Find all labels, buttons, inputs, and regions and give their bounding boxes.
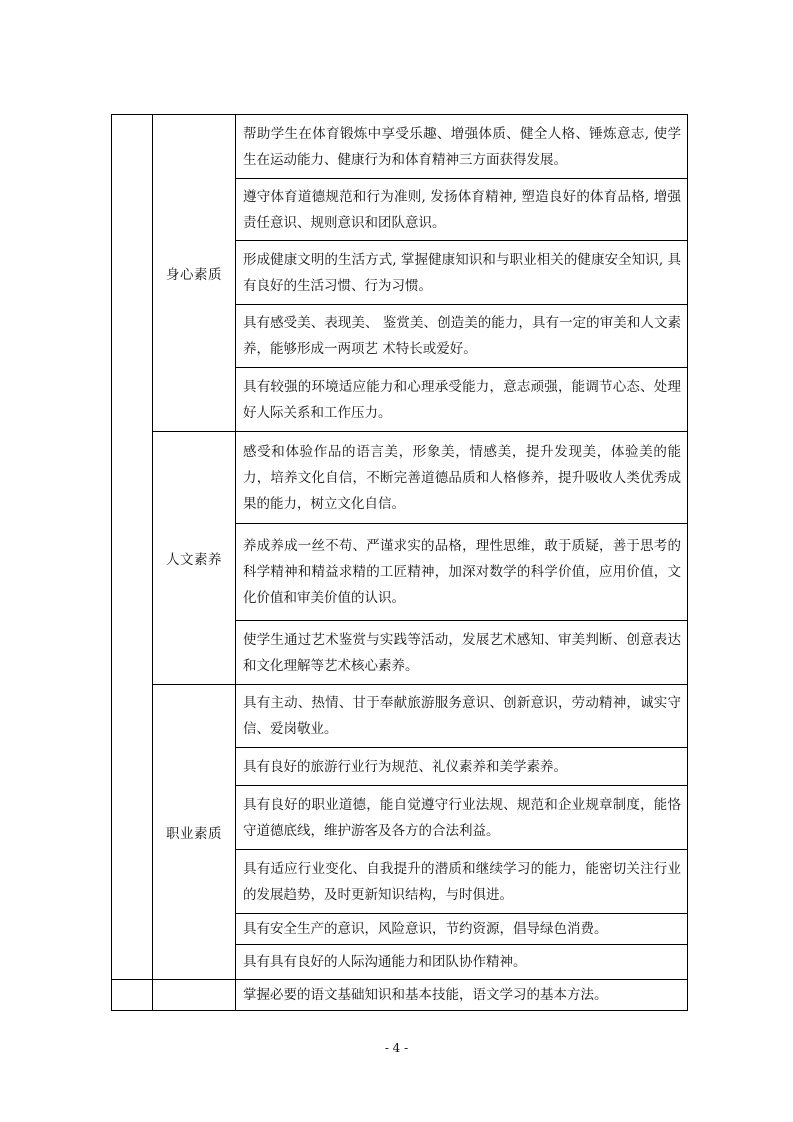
description-cell: 掌握必要的语文基础知识和基本技能，语文学习的基本方法。 [236,980,688,1011]
table-row [112,980,688,1011]
description-cell: 具有良好的职业道德，能自觉遵守行业法规、规范和企业规章制度，能恪守道德底线，维护游客及各方的合法利益。 [236,786,688,850]
description-cell: 具有良好的旅游行业行为规范、礼仪素养和美学素养。 [236,748,688,786]
description-cell: 具有适应行业变化、自我提升的潜质和继续学习的能力，能密切关注行业的发展趋势，及时更新知识结构，与时俱进。 [236,850,688,914]
description-cell: 具有较强的环境适应能力和心理承受能力，意志顽强，能调节心态、处理好人际关系和工作压力。 [236,368,688,432]
description-cell: 具有安全生产的意识，风险意识，节约资源，倡导绿色消费。 [236,914,688,945]
content-table [111,114,688,1011]
category-cell: 人文素养 [153,432,236,685]
blank-cell [153,980,236,1011]
category-cell: 职业素质 [153,685,236,980]
blank-cell [112,980,153,1011]
description-cell: 帮助学生在体育锻炼中享受乐趣、增强体质、健全人格、锤炼意志, 使学生在运动能力、健康行为和体育精神三方面获得发展。 [236,115,688,179]
table-row [112,432,688,524]
table-row [112,115,688,179]
description-cell: 感受和体验作品的语言美，形象美，情感美，提升发现美，体验美的能力，培养文化自信，不断完善道德品质和人格修养，提升吸收人类优秀成果的能力，树立文化自信。 [236,432,688,524]
description-cell: 使学生通过艺术鉴赏与实践等活动，发展艺术感知、审美判断、创意表达和文化理解等艺术核心素养。 [236,621,688,685]
description-cell: 具有感受美、表现美、 鉴赏美、创造美的能力，具有一定的审美和人文素养，能够形成一两项艺 术特长或爱好。 [236,305,688,368]
description-cell: 遵守体育道德规范和行为准则, 发扬体育精神, 塑造良好的体育品格, 增强责任意识、规则意识和团队意识。 [236,179,688,241]
description-cell: 具有主动、热情、甘于奉献旅游服务意识、创新意识，劳动精神，诚实守信、爱岗敬业。 [236,685,688,748]
description-cell: 养成养成一丝不苟、严谨求实的品格，理性思维，敢于质疑，善于思考的科学精神和精益求精的工匠精神，加深对数学的科学价值，应用价值，文化价值和审美价值的认识。 [236,524,688,621]
description-cell: 具有具有良好的人际沟通能力和团队协作精神。 [236,945,688,980]
category-cell: 身心素质 [153,115,236,432]
page-number: - 4 - [384,1041,409,1055]
description-cell: 形成健康文明的生活方式, 掌握健康知识和与职业相关的健康安全知识, 具有良好的生活习惯、行为习惯。 [236,241,688,305]
outer-blank-cell [112,115,153,980]
table-row [112,685,688,748]
